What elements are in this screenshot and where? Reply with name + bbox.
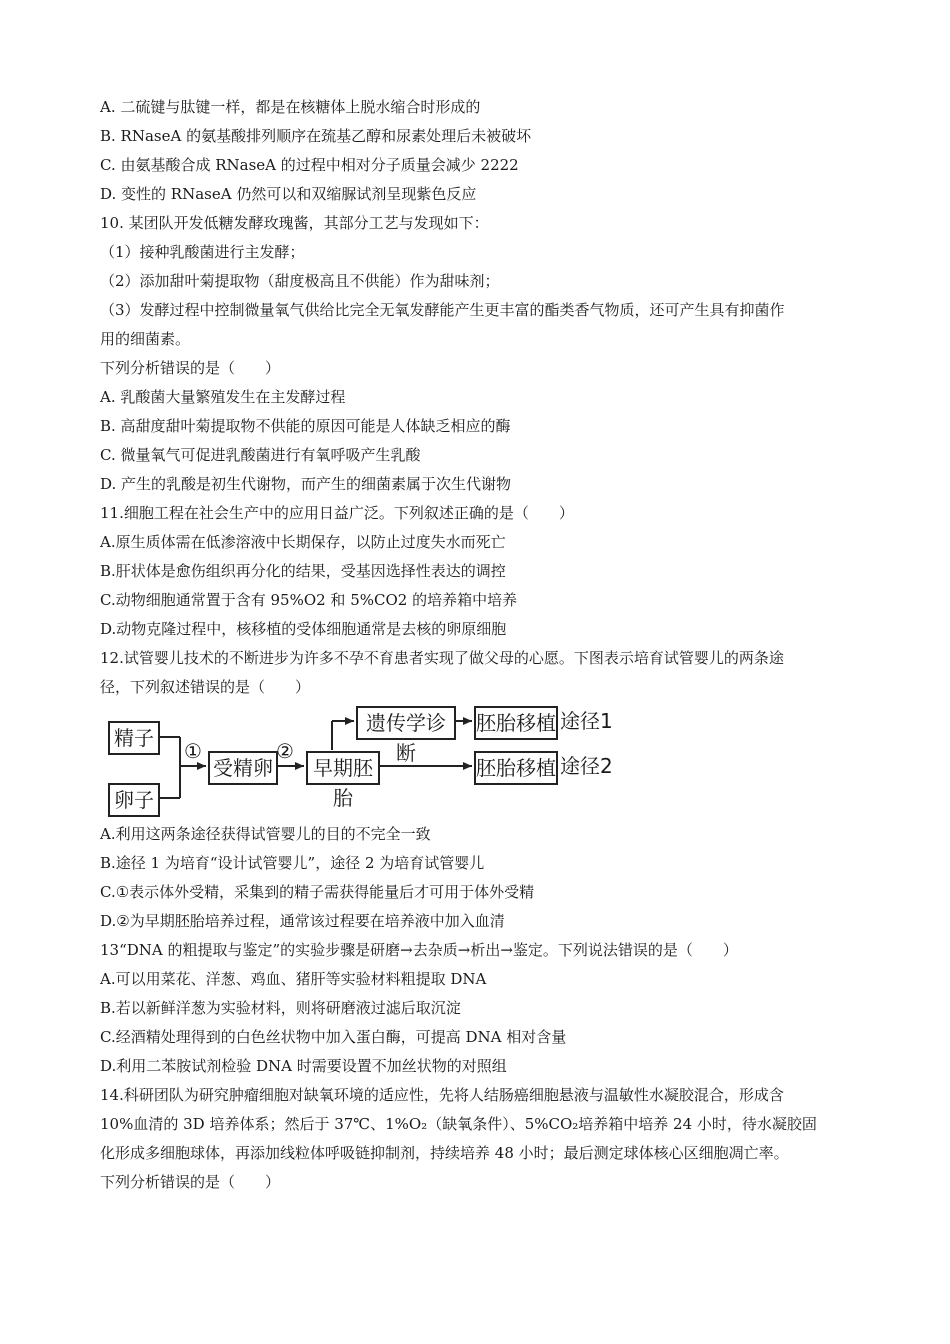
path-1-label: 途径1 xyxy=(560,709,613,733)
q10-option-d: D. 产生的乳酸是初生代谢物，而产生的细菌素属于次生代谢物 xyxy=(100,475,512,493)
fertilized-egg-box: 受精卵 xyxy=(208,751,278,785)
q10-option-b: B. 高甜度甜叶菊提取物不供能的原因可能是人体缺乏相应的酶 xyxy=(100,417,511,435)
sperm-box: 精子 xyxy=(108,721,160,755)
path-2-label: 途径2 xyxy=(560,754,613,778)
ivf-pathway-diagram xyxy=(100,700,620,822)
q12-option-d: D.②为早期胚胎培养过程，通常该过程要在培养液中加入血清 xyxy=(100,912,505,930)
q11-option-b: B.肝状体是愈伤组织再分化的结果，受基因选择性表达的调控 xyxy=(100,562,506,580)
q9-option-b: B. RNaseA 的氨基酸排列顺序在巯基乙醇和尿素处理后未被破坏 xyxy=(100,127,532,145)
step-2-label: ② xyxy=(276,739,294,763)
q14-line-2: 10%血清的 3D 培养体系；然后于 37℃、1%O₂（缺氧条件）、5%CO₂培养箱中培养 24 小时，待水凝胶固 xyxy=(100,1115,817,1133)
q14-line-1: 14.科研团队为研究肿瘤细胞对缺氧环境的适应性，先将人结肠癌细胞悬液与温敏性水凝胶混合，形成含 xyxy=(100,1086,784,1104)
q9-option-d: D. 变性的 RNaseA 仍然可以和双缩脲试剂呈现紫色反应 xyxy=(100,185,477,203)
embryo-transfer-1-box: 胚胎移植 xyxy=(474,706,558,740)
q10-item-2: （2）添加甜叶菊提取物（甜度极高且不供能）作为甜味剂； xyxy=(100,272,500,290)
genetic-diagnosis-box: 遗传学诊断 xyxy=(356,706,456,740)
egg-box: 卵子 xyxy=(108,783,160,817)
q12-stem-line-2: 径，下列叙述错误的是（ ） xyxy=(100,678,311,696)
q11-option-c: C.动物细胞通常置于含有 95%O2 和 5%CO2 的培养箱中培养 xyxy=(100,591,518,609)
q10-option-c: C. 微量氧气可促进乳酸菌进行有氧呼吸产生乳酸 xyxy=(100,446,421,464)
early-embryo-box: 早期胚胎 xyxy=(306,751,380,785)
q10-item-3-cont: 用的细菌素。 xyxy=(100,330,191,348)
q13-option-b: B.若以新鲜洋葱为实验材料，则将研磨液过滤后取沉淀 xyxy=(100,999,461,1017)
q12-option-a: A.利用这两条途径获得试管婴儿的目的不完全一致 xyxy=(100,825,431,843)
q11-option-a: A.原生质体需在低渗溶液中长期保存，以防止过度失水而死亡 xyxy=(100,533,506,551)
q14-prompt: 下列分析错误的是（ ） xyxy=(100,1173,281,1191)
q10-item-1: （1）接种乳酸菌进行主发酵； xyxy=(100,243,305,261)
q13-stem: 13“DNA 的粗提取与鉴定”的实验步骤是研磨→去杂质→析出→鉴定。下列说法错误的是（ ） xyxy=(100,941,738,959)
q10-stem: 10. 某团队开发低糖发酵玫瑰酱，其部分工艺与发现如下： xyxy=(100,214,489,232)
q9-option-a: A. 二硫键与肽键一样，都是在核糖体上脱水缩合时形成的 xyxy=(100,98,481,116)
step-1-label: ① xyxy=(184,739,202,763)
q13-option-c: C.经酒精处理得到的白色丝状物中加入蛋白酶，可提高 DNA 相对含量 xyxy=(100,1028,567,1046)
q10-prompt: 下列分析错误的是（ ） xyxy=(100,359,281,377)
q9-option-c: C. 由氨基酸合成 RNaseA 的过程中相对分子质量会减少 2222 xyxy=(100,156,519,174)
embryo-transfer-2-box: 胚胎移植 xyxy=(474,751,558,785)
q14-line-3: 化形成多细胞球体，再添加线粒体呼吸链抑制剂，持续培养 48 小时；最后测定球体核心区细胞凋亡率。 xyxy=(100,1144,789,1162)
q12-option-c: C.①表示体外受精，采集到的精子需获得能量后才可用于体外受精 xyxy=(100,883,535,901)
q10-option-a: A. 乳酸菌大量繁殖发生在主发酵过程 xyxy=(100,388,346,406)
q11-option-d: D.动物克隆过程中，核移植的受体细胞通常是去核的卵原细胞 xyxy=(100,620,507,638)
q12-stem-line-1: 12.试管婴儿技术的不断进步为许多不孕不育患者实现了做父母的心愿。下图表示培育试管婴儿的两条途 xyxy=(100,649,784,667)
q11-stem: 11.细胞工程在社会生产中的应用日益广泛。下列叙述正确的是（ ） xyxy=(100,504,574,522)
q12-option-b: B.途径 1 为培育“设计试管婴儿”，途径 2 为培育试管婴儿 xyxy=(100,854,485,872)
q10-item-3: （3）发酵过程中控制微量氧气供给比完全无氧发酵能产生更丰富的酯类香气物质，还可产生具有抑菌作 xyxy=(100,301,785,319)
q13-option-d: D.利用二苯胺试剂检验 DNA 时需要设置不加丝状物的对照组 xyxy=(100,1057,507,1075)
q13-option-a: A.可以用菜花、洋葱、鸡血、猪肝等实验材料粗提取 DNA xyxy=(100,970,487,988)
